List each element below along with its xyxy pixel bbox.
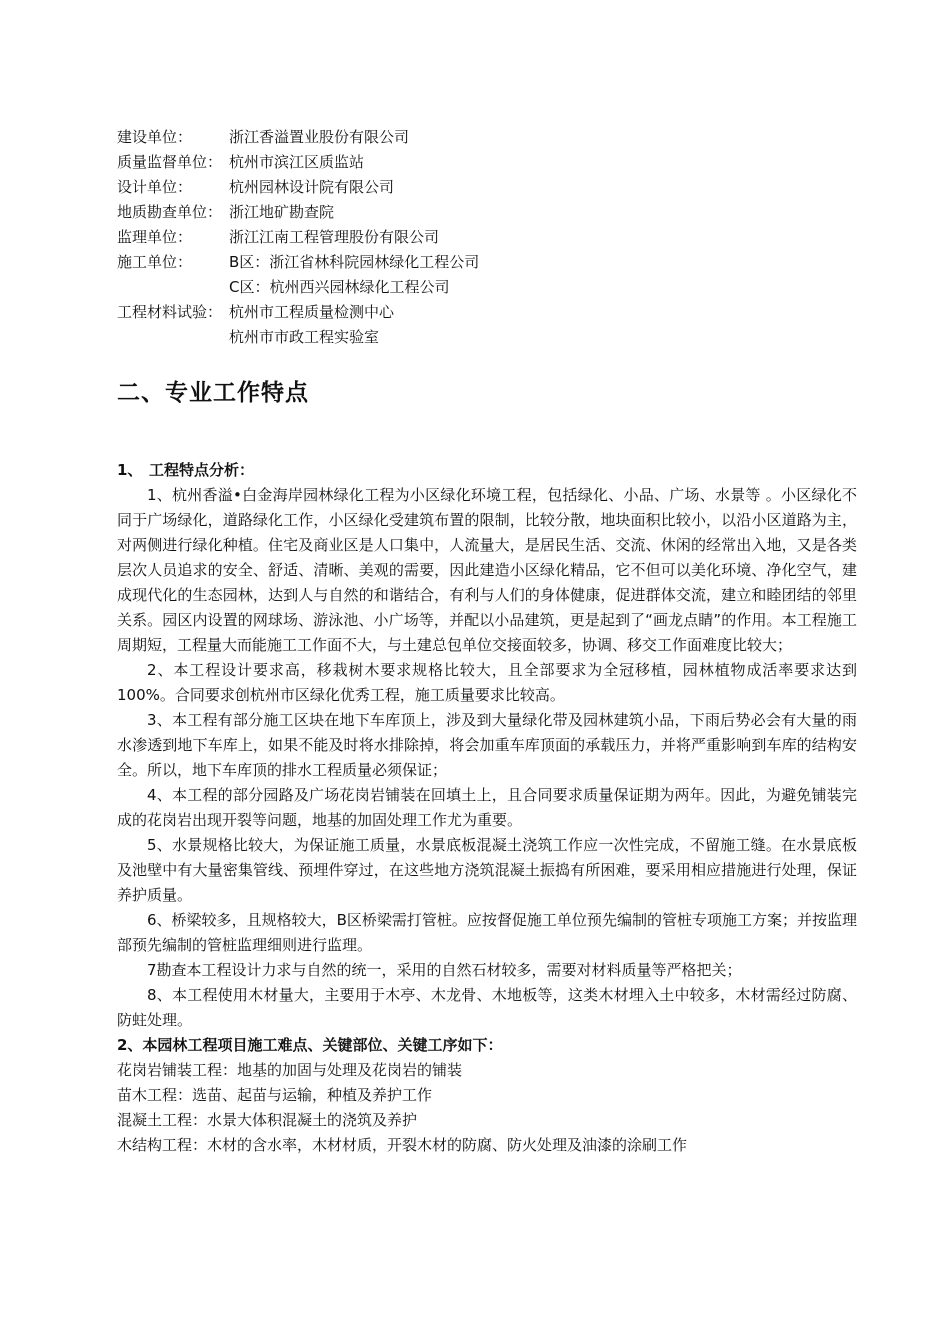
subsection-heading-2: 2、本园林工程项目施工难点、关键部位、关键工序如下： <box>117 1036 503 1054</box>
unit-value: 杭州市滨江区质监站 <box>229 153 365 171</box>
unit-row <box>117 150 479 175</box>
unit-value: 杭州市市政工程实验室 <box>229 328 380 346</box>
unit-row <box>117 325 479 350</box>
unit-row <box>117 125 479 150</box>
project-units-list <box>117 125 479 350</box>
paragraph: 3、本工程有部分施工区块在地下车库顶上，涉及到大量绿化带及园林建筑小品，下雨后势必会有大量的雨水渗透到地下车库上，如果不能及时将水排除掉，将会加重车库顶面的承载压力，并将严重影响到车库的结构安全。所以，地下车库顶的排水工程质量必须保证； <box>117 711 857 779</box>
unit-label <box>117 275 229 300</box>
unit-label: 建设单位： <box>117 128 193 146</box>
key-point: 混凝土工程：水景大体积混凝土的浇筑及养护 <box>117 1111 418 1129</box>
unit-label: 地质勘查单位： <box>117 203 223 221</box>
unit-label: 质量监督单位： <box>117 153 223 171</box>
unit-row <box>117 250 479 275</box>
key-point: 苗木工程：选苗、起苗与运输，种植及养护工作 <box>117 1086 433 1104</box>
paragraph: 2、本工程设计要求高，移栽树木要求规格比较大，且全部要求为全冠移植，园林植物成活率要求达到100%。合同要求创杭州市区绿化优秀工程，施工质量要求比较高。 <box>117 661 857 704</box>
paragraph: 4、本工程的部分园路及广场花岗岩铺装在回填土上，且合同要求质量保证期为两年。因此，为避免铺装完成的花岗岩出现开裂等问题，地基的加固处理工作尤为重要。 <box>117 786 857 829</box>
paragraph: 8、本工程使用木材量大，主要用于木亭、木龙骨、木地板等，这类木材埋入土中较多，木材需经过防腐、防蛀处理。 <box>117 986 857 1029</box>
paragraph: 6、桥梁较多，且规格较大，B区桥梁需打管桩。应按督促施工单位预先编制的管桩专项施工方案；并按监理部预先编制的管桩监理细则进行监理。 <box>117 911 857 954</box>
section-body <box>117 458 857 1158</box>
unit-value: C区：杭州西兴园林绿化工程公司 <box>229 278 450 296</box>
unit-label: 监理单位： <box>117 228 193 246</box>
unit-row <box>117 200 479 225</box>
unit-value: 杭州市工程质量检测中心 <box>229 303 395 321</box>
unit-row <box>117 225 479 250</box>
subsection-title: 工程特点分析： <box>149 461 255 479</box>
key-point: 木结构工程：木材的含水率，木材材质，开裂木材的防腐、防火处理及油漆的涂刷工作 <box>117 1136 688 1154</box>
section-title: 二、专业工作特点 <box>117 380 309 406</box>
unit-label: 施工单位： <box>117 253 193 271</box>
subsection-number: 1、 <box>117 461 143 479</box>
unit-label: 工程材料试验： <box>117 303 223 321</box>
paragraph: 7勘查本工程设计力求与自然的统一，采用的自然石材较多，需要对材料质量等严格把关； <box>147 961 742 979</box>
paragraph: 5、水景规格比较大，为保证施工质量，水景底板混凝土浇筑工作应一次性完成，不留施工缝。在水景底板及池壁中有大量密集管线、预埋件穿过，在这些地方浇筑混凝土振捣有所困难，要采用相应措施进行处理，保证养护质量。 <box>117 836 857 904</box>
unit-row <box>117 300 479 325</box>
unit-value: B区：浙江省林科院园林绿化工程公司 <box>229 253 480 271</box>
unit-label <box>117 325 229 350</box>
unit-value: 杭州园林设计院有限公司 <box>229 178 395 196</box>
subsection-heading-1 <box>117 458 857 483</box>
key-point: 花岗岩铺装工程：地基的加固与处理及花岗岩的铺装 <box>117 1061 463 1079</box>
unit-label: 设计单位： <box>117 178 193 196</box>
unit-row <box>117 175 479 200</box>
paragraph: 1、杭州香溢•白金海岸园林绿化工程为小区绿化环境工程，包括绿化、小品、广场、水景等 。小区绿化不同于广场绿化，道路绿化工作，小区绿化受建筑布置的限制，比较分散，地块面积比较小，以沿小区道路为主，对两侧进行绿化种植。住宅及商业区是人口集中，人流量大，是居民生活、交流、休闲的经常出入地，又是各类层次人员追求的安全、舒适、清晰、美观的需要，因此建造小区绿化精品，它不但可以美化环境、净化空气，建成现代化的生态园林，达到人与自然的和谐结合，有利与人们的身体健康，促进群体交流，建立和睦团结的邻里关系。园区内设置的网球场、游泳池、小广场等，并配以小品建筑，更是起到了“画龙点睛”的作用。本工程施工周期短，工程量大而能施工工作面不大，与土建总包单位交接面较多，协调、移交工作面难度比较大； <box>117 486 857 654</box>
unit-row <box>117 275 479 300</box>
unit-value: 浙江香溢置业股份有限公司 <box>229 128 410 146</box>
unit-value: 浙江江南工程管理股份有限公司 <box>229 228 440 246</box>
unit-value: 浙江地矿勘查院 <box>229 203 335 221</box>
